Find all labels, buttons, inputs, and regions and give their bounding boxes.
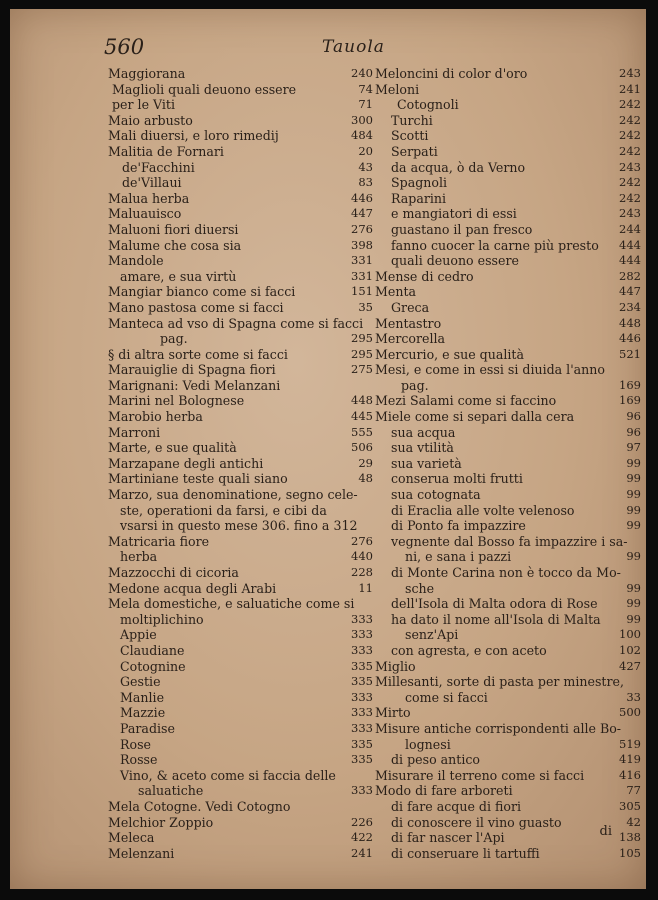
entry-page-number: 300 xyxy=(351,112,373,127)
entry-page-number: 333 xyxy=(351,689,373,704)
entry-page-number: 398 xyxy=(351,237,373,252)
entry-text: lognesi xyxy=(405,736,451,752)
index-entry xyxy=(108,627,373,643)
index-entry xyxy=(108,331,373,347)
entry-page-number: 335 xyxy=(351,736,373,751)
entry-page-number: 331 xyxy=(351,268,373,283)
entry-text: di fare acque di fiori xyxy=(391,798,522,814)
entry-text: guastano il pan fresco xyxy=(391,221,533,237)
index-entry xyxy=(375,612,641,628)
index-entry xyxy=(375,471,641,487)
entry-page-number: 243 xyxy=(619,66,641,80)
index-entry xyxy=(375,549,641,565)
index-column-left xyxy=(108,66,373,861)
entry-text: Melenzani xyxy=(108,845,175,861)
entry-text: Spagnoli xyxy=(391,175,448,191)
entry-text: Meloni xyxy=(375,81,420,97)
entry-text: Matricaria fiore xyxy=(108,533,210,549)
entry-page-number: 444 xyxy=(619,253,641,268)
entry-page-number: 276 xyxy=(351,221,373,236)
index-entry xyxy=(108,347,373,363)
entry-page-number: 228 xyxy=(351,565,373,579)
entry-text: conserua molti frutti xyxy=(391,471,523,487)
entry-text: Menta xyxy=(375,284,417,300)
entry-page-number: 427 xyxy=(619,658,641,673)
entry-text: sua cotognata xyxy=(391,487,481,503)
entry-text: Malua herba xyxy=(108,190,190,206)
index-entry xyxy=(375,721,641,737)
index-column-right xyxy=(375,66,641,861)
entry-page-number: 48 xyxy=(358,471,373,486)
index-entry xyxy=(108,456,373,472)
index-entry xyxy=(375,674,641,690)
entry-text: Appie xyxy=(120,627,157,643)
index-entry xyxy=(375,705,641,721)
index-entry xyxy=(375,409,641,425)
entry-text: Serpati xyxy=(391,143,438,159)
entry-page-number: 99 xyxy=(626,471,641,486)
entry-page-number: 416 xyxy=(619,767,641,782)
index-entry xyxy=(375,581,641,597)
entry-text: Mela Cotogne. Vedi Cotogno xyxy=(108,798,291,814)
index-entry xyxy=(375,160,641,176)
index-entry xyxy=(108,66,373,82)
entry-page-number: 242 xyxy=(619,190,641,205)
entry-text: Marzapane degli antichi xyxy=(108,455,264,471)
entry-text: di Monte Carina non è tocco da Mo- xyxy=(391,565,621,580)
index-entry xyxy=(108,581,373,597)
entry-text: vegnente dal Bosso fa impazzire i sa- xyxy=(391,533,628,549)
index-entry xyxy=(375,284,641,300)
index-entry xyxy=(375,768,641,784)
index-entry xyxy=(375,565,641,581)
entry-page-number: 333 xyxy=(351,611,373,626)
index-entry xyxy=(108,705,373,721)
entry-page-number: 169 xyxy=(619,393,641,408)
entry-page-number: 96 xyxy=(626,424,641,439)
entry-page-number: 500 xyxy=(619,705,641,720)
running-title: Tauola xyxy=(322,37,385,57)
index-entry xyxy=(108,830,373,846)
entry-text: fanno cuocer la carne più presto xyxy=(391,237,599,253)
index-entry xyxy=(375,144,641,160)
index-entry xyxy=(375,393,641,409)
index-entry xyxy=(375,518,641,534)
index-entry xyxy=(108,815,373,831)
entry-text: Martiniane teste quali siano xyxy=(108,471,288,487)
index-entry xyxy=(108,191,373,207)
entry-text: Greca xyxy=(391,299,430,315)
index-entry xyxy=(108,612,373,628)
entry-page-number: 241 xyxy=(351,845,373,860)
entry-page-number: 77 xyxy=(626,783,641,798)
index-entry xyxy=(108,300,373,316)
entry-page-number: 506 xyxy=(351,440,373,455)
entry-text: Marzo, sua denominatione, segno cele- xyxy=(108,487,358,503)
entry-page-number: 105 xyxy=(619,845,641,860)
index-entry xyxy=(108,97,373,113)
entry-page-number: 445 xyxy=(351,409,373,424)
entry-text: Claudiane xyxy=(120,642,185,658)
entry-text: Millesanti, sorte di pasta per minestre, xyxy=(375,674,624,690)
index-entry xyxy=(375,737,641,753)
page-number: 560 xyxy=(104,35,145,59)
entry-text: Mali diuersi, e loro rimedij xyxy=(108,128,279,144)
index-entry xyxy=(108,144,373,160)
index-entry xyxy=(108,721,373,737)
index-entry xyxy=(108,643,373,659)
index-entry xyxy=(108,534,373,550)
entry-text: Maggiorana xyxy=(108,66,186,81)
entry-text: Marroni xyxy=(108,424,161,440)
index-entry xyxy=(375,752,641,768)
entry-text: Malitia de Fornari xyxy=(108,143,224,159)
entry-page-number: 241 xyxy=(619,81,641,96)
entry-page-number: 244 xyxy=(619,221,641,236)
entry-text: Maluauisco xyxy=(108,206,182,222)
entry-page-number: 102 xyxy=(619,642,641,657)
index-entry xyxy=(375,253,641,269)
entry-text: ste, operationi da farsi, e cibi da xyxy=(120,502,327,518)
index-entry xyxy=(108,362,373,378)
index-entry xyxy=(108,737,373,753)
entry-page-number: 20 xyxy=(358,143,373,158)
entry-text: Meloncini di color d'oro xyxy=(375,66,528,81)
entry-page-number: 333 xyxy=(351,642,373,657)
entry-page-number: 99 xyxy=(626,487,641,502)
index-entry xyxy=(108,160,373,176)
entry-page-number: 555 xyxy=(351,424,373,439)
index-entry xyxy=(108,440,373,456)
index-entry xyxy=(108,253,373,269)
entry-page-number: 11 xyxy=(358,580,373,595)
entry-page-number: 42 xyxy=(626,814,641,829)
entry-page-number: 99 xyxy=(626,596,641,611)
index-entry xyxy=(108,783,373,799)
index-entry xyxy=(108,518,373,534)
index-entry xyxy=(375,300,641,316)
entry-text: Marignani: Vedi Melanzani xyxy=(108,377,281,393)
entry-text: Marini nel Bolognese xyxy=(108,393,245,409)
entry-text: Maluoni fiori diuersi xyxy=(108,221,239,237)
entry-text: pag. xyxy=(160,331,188,347)
index-entry xyxy=(375,503,641,519)
index-entry xyxy=(108,690,373,706)
catchword: di xyxy=(599,824,612,839)
index-entry xyxy=(108,128,373,144)
entry-page-number: 447 xyxy=(351,206,373,221)
entry-page-number: 33 xyxy=(626,689,641,704)
entry-page-number: 335 xyxy=(351,658,373,673)
entry-text: Mense di cedro xyxy=(375,268,474,284)
index-entry xyxy=(375,799,641,815)
entry-text: Medone acqua degli Arabi xyxy=(108,580,277,596)
index-entry xyxy=(375,456,641,472)
index-entry xyxy=(375,643,641,659)
entry-text: senz'Api xyxy=(405,627,459,643)
entry-page-number: 331 xyxy=(351,253,373,268)
index-entry xyxy=(108,799,373,815)
index-entry xyxy=(108,565,373,581)
entry-text: Mazzocchi di cicoria xyxy=(108,565,239,580)
index-entry xyxy=(108,378,373,394)
entry-text: Cotognine xyxy=(120,658,186,674)
entry-text: Manteca ad vso di Spagna come si facci xyxy=(108,315,364,331)
index-entry xyxy=(375,175,641,191)
entry-page-number: 333 xyxy=(351,720,373,735)
entry-page-number: 243 xyxy=(619,206,641,221)
index-entry xyxy=(375,487,641,503)
index-entry xyxy=(108,487,373,503)
entry-page-number: 276 xyxy=(351,533,373,548)
entry-text: herba xyxy=(120,549,158,565)
entry-text: Maglioli quali deuono essere xyxy=(112,81,297,97)
entry-text: da acqua, ò da Verno xyxy=(391,159,526,175)
entry-text: Marauiglie di Spagna fiori xyxy=(108,362,276,378)
entry-text: di conoscere il vino guasto xyxy=(391,814,562,830)
entry-text: Maio arbusto xyxy=(108,112,193,128)
entry-text: Meleca xyxy=(108,830,155,846)
index-entry xyxy=(108,175,373,191)
entry-page-number: 100 xyxy=(619,627,641,642)
index-entry xyxy=(108,425,373,441)
index-entry xyxy=(375,362,641,378)
index-entry xyxy=(375,846,641,862)
entry-page-number: 448 xyxy=(351,393,373,408)
index-entry xyxy=(108,284,373,300)
entry-page-number: 295 xyxy=(351,346,373,361)
entry-text: di conseruare li tartuffi xyxy=(391,845,540,861)
index-entry xyxy=(108,269,373,285)
entry-text: per le Viti xyxy=(112,97,176,113)
entry-page-number: 71 xyxy=(358,97,373,112)
entry-page-number: 96 xyxy=(626,409,641,424)
entry-page-number: 234 xyxy=(619,299,641,314)
index-entry xyxy=(108,768,373,784)
index-entry xyxy=(375,596,641,612)
entry-page-number: 151 xyxy=(351,284,373,299)
entry-page-number: 43 xyxy=(358,159,373,174)
entry-text: di far nascer l'Api xyxy=(391,830,505,846)
entry-page-number: 99 xyxy=(626,518,641,533)
index-entry xyxy=(375,97,641,113)
entry-text: Vino, & aceto come si faccia delle xyxy=(120,767,336,783)
entry-page-number: 447 xyxy=(619,284,641,299)
entry-text: Mercurio, e sue qualità xyxy=(375,346,524,362)
entry-text: Cotognoli xyxy=(397,97,459,113)
index-entry xyxy=(375,347,641,363)
page-header xyxy=(104,35,616,57)
entry-page-number: 138 xyxy=(619,830,641,845)
entry-text: Mangiar bianco come si facci xyxy=(108,284,296,300)
entry-text: vsarsi in questo mese 306. fino a 312 xyxy=(120,518,358,534)
index-entry xyxy=(108,393,373,409)
entry-page-number: 335 xyxy=(351,674,373,689)
index-entry xyxy=(375,66,641,82)
entry-text: di Ponto fa impazzire xyxy=(391,518,526,534)
index-entry xyxy=(375,425,641,441)
entry-page-number: 440 xyxy=(351,549,373,564)
entry-text: sua varietà xyxy=(391,455,462,471)
entry-text: ni, e sana i pazzi xyxy=(405,549,512,565)
entry-text: de'Facchini xyxy=(122,159,195,175)
entry-text: § di altra sorte come si facci xyxy=(108,346,288,362)
entry-text: de'Villaui xyxy=(122,175,182,191)
entry-page-number: 243 xyxy=(619,159,641,174)
entry-text: moltiplichino xyxy=(120,611,204,627)
entry-text: Mentastro xyxy=(375,315,442,331)
entry-page-number: 333 xyxy=(351,783,373,798)
index-entry xyxy=(108,316,373,332)
entry-text: Mercorella xyxy=(375,331,446,347)
index-entry xyxy=(108,659,373,675)
index-entry xyxy=(108,503,373,519)
index-entry xyxy=(108,846,373,862)
entry-page-number: 29 xyxy=(358,455,373,470)
index-entry xyxy=(108,674,373,690)
entry-text: quali deuono essere xyxy=(391,253,519,269)
index-entry xyxy=(375,690,641,706)
index-entry xyxy=(108,113,373,129)
entry-page-number: 226 xyxy=(351,814,373,829)
entry-text: Mandole xyxy=(108,253,164,269)
entry-page-number: 305 xyxy=(619,798,641,813)
index-entry xyxy=(108,752,373,768)
index-entry xyxy=(375,534,641,550)
index-entry xyxy=(375,128,641,144)
index-entry xyxy=(375,238,641,254)
entry-page-number: 275 xyxy=(351,362,373,377)
index-entry xyxy=(375,191,641,207)
entry-page-number: 484 xyxy=(351,128,373,143)
index-entry xyxy=(375,82,641,98)
index-entry xyxy=(108,82,373,98)
entry-text: dell'Isola di Malta odora di Rose xyxy=(391,596,598,612)
entry-page-number: 74 xyxy=(358,81,373,96)
entry-page-number: 333 xyxy=(351,705,373,720)
entry-text: Malume che cosa sia xyxy=(108,237,242,253)
entry-page-number: 35 xyxy=(358,299,373,314)
entry-page-number: 97 xyxy=(626,440,641,455)
entry-text: e mangiatori di essi xyxy=(391,206,517,222)
entry-page-number: 99 xyxy=(626,502,641,517)
index-entry xyxy=(375,222,641,238)
entry-text: Modo di fare arboreti xyxy=(375,783,513,799)
entry-text: sche xyxy=(405,580,435,596)
entry-page-number: 99 xyxy=(626,611,641,626)
index-entry xyxy=(375,659,641,675)
entry-page-number: 242 xyxy=(619,112,641,127)
entry-text: Scotti xyxy=(391,128,429,144)
index-entry xyxy=(375,316,641,332)
entry-page-number: 446 xyxy=(351,190,373,205)
entry-page-number: 242 xyxy=(619,97,641,112)
entry-page-number: 99 xyxy=(626,549,641,564)
entry-page-number: 333 xyxy=(351,627,373,642)
entry-text: amare, e sua virtù xyxy=(120,268,237,284)
entry-page-number: 83 xyxy=(358,175,373,190)
entry-text: Melchior Zoppio xyxy=(108,814,214,830)
entry-page-number: 419 xyxy=(619,752,641,767)
entry-page-number: 519 xyxy=(619,736,641,751)
index-entry xyxy=(375,206,641,222)
entry-text: Manlie xyxy=(120,689,165,705)
entry-text: sua vtilità xyxy=(391,440,454,456)
entry-text: Paradise xyxy=(120,720,175,736)
entry-text: Misure antiche corrispondenti alle Bo- xyxy=(375,720,622,736)
entry-text: Mela domestiche, e saluatiche come si xyxy=(108,596,355,612)
entry-page-number: 242 xyxy=(619,128,641,143)
entry-text: Raparini xyxy=(391,190,447,206)
entry-text: Mesi, e come in essi si diuida l'anno xyxy=(375,362,605,378)
entry-page-number: 446 xyxy=(619,331,641,346)
entry-text: sua acqua xyxy=(391,424,456,440)
entry-text: Mano pastosa come si facci xyxy=(108,299,284,315)
index-entry xyxy=(108,222,373,238)
entry-page-number: 422 xyxy=(351,830,373,845)
entry-text: pag. xyxy=(401,377,429,393)
entry-page-number: 242 xyxy=(619,143,641,158)
entry-page-number: 99 xyxy=(626,455,641,470)
entry-text: Miglio xyxy=(375,658,416,674)
entry-page-number: 282 xyxy=(619,268,641,283)
entry-page-number: 295 xyxy=(351,331,373,346)
entry-text: Mirto xyxy=(375,705,411,721)
index-entry xyxy=(375,331,641,347)
entry-page-number: 99 xyxy=(626,580,641,595)
entry-text: Marobio herba xyxy=(108,409,203,425)
index-entry xyxy=(108,206,373,222)
index-entry xyxy=(375,269,641,285)
index-entry xyxy=(375,113,641,129)
entry-text: saluatiche xyxy=(138,783,204,799)
index-entry xyxy=(375,627,641,643)
entry-text: Mezi Salami come si faccino xyxy=(375,393,557,409)
entry-page-number: 335 xyxy=(351,752,373,767)
entry-page-number: 169 xyxy=(619,377,641,392)
entry-page-number: 448 xyxy=(619,315,641,330)
entry-text: Rosse xyxy=(120,752,158,768)
entry-text: Gestie xyxy=(120,674,161,690)
entry-text: Mazzie xyxy=(120,705,166,721)
index-entry xyxy=(108,549,373,565)
entry-page-number: 240 xyxy=(351,66,373,80)
entry-text: con agresta, e con aceto xyxy=(391,642,547,658)
entry-text: Rose xyxy=(120,736,151,752)
book-page xyxy=(10,9,646,889)
index-entry xyxy=(375,440,641,456)
index-entry xyxy=(108,238,373,254)
entry-text: ha dato il nome all'Isola di Malta xyxy=(391,611,601,627)
entry-text: di Eraclia alle volte velenoso xyxy=(391,502,575,518)
index-entry xyxy=(375,783,641,799)
index-entry xyxy=(108,409,373,425)
entry-text: Misurare il terreno come si facci xyxy=(375,767,585,783)
index-entry xyxy=(108,596,373,612)
entry-text: Miele come si separi dalla cera xyxy=(375,409,575,425)
entry-text: Turchi xyxy=(391,112,433,128)
index-entry xyxy=(375,378,641,394)
entry-page-number: 444 xyxy=(619,237,641,252)
entry-page-number: 521 xyxy=(619,346,641,361)
entry-text: di peso antico xyxy=(391,752,480,768)
entry-page-number: 242 xyxy=(619,175,641,190)
entry-text: come si facci xyxy=(405,689,488,705)
entry-text: Marte, e sue qualità xyxy=(108,440,237,456)
index-entry xyxy=(108,471,373,487)
